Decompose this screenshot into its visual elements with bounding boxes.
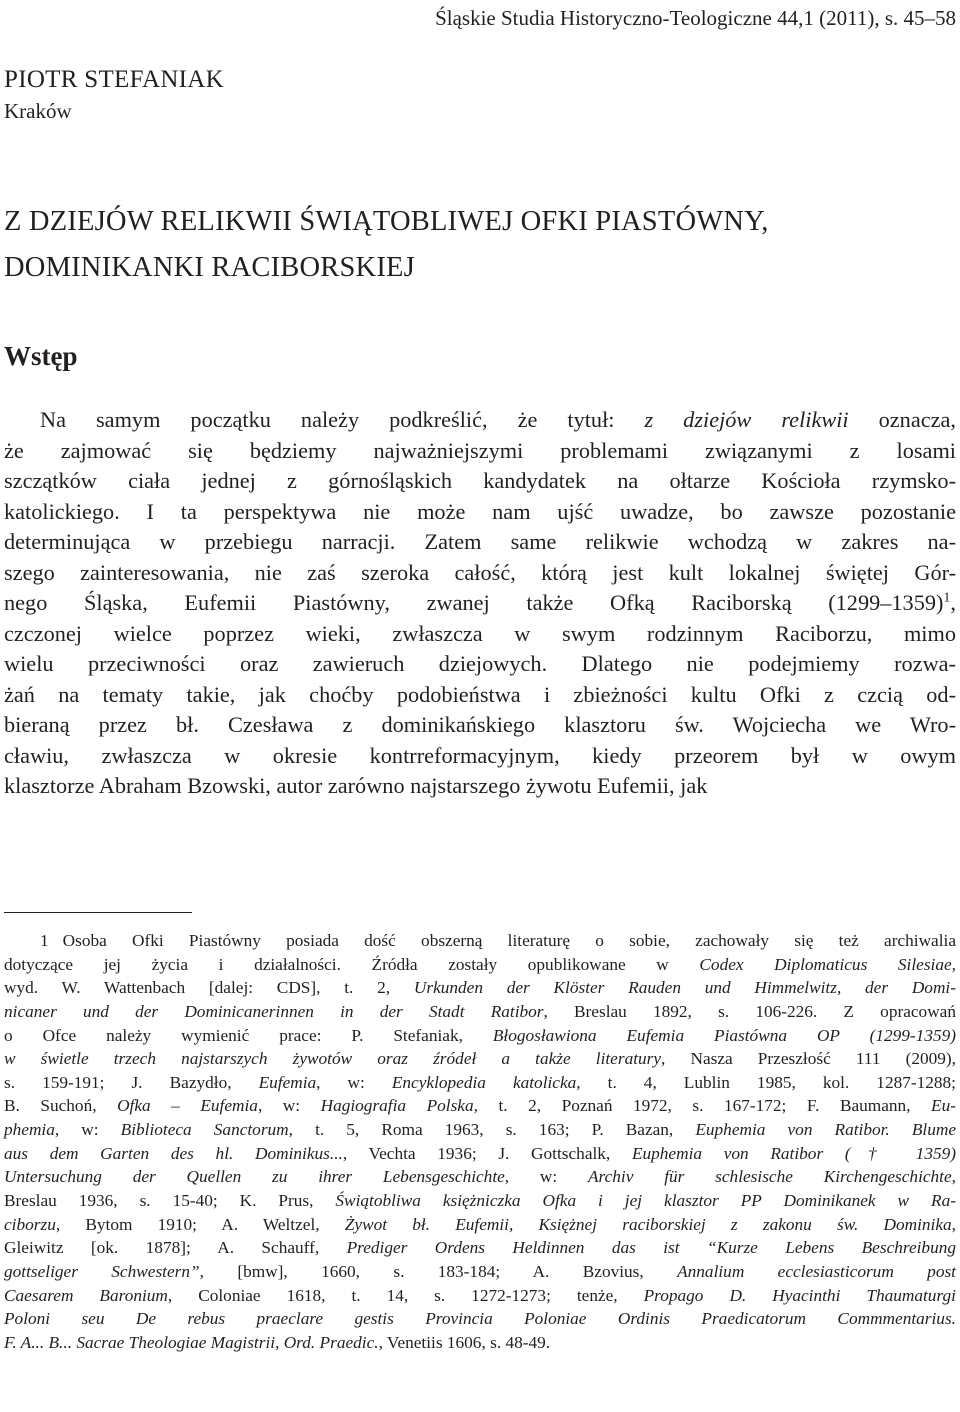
footnote-line <box>4 1000 956 1024</box>
body-text <box>4 405 956 802</box>
body-line <box>4 558 956 589</box>
text-run: klasztorze Abraham Bzowski, autor zarówno najstarszego żywotu Eufemii, jak <box>4 773 708 798</box>
italic-text: Błogosławiona Eufemia Piastówna OP (1299-1359) <box>492 1025 956 1045</box>
body-line <box>4 649 956 680</box>
footnote-line <box>4 1331 956 1355</box>
article-title <box>4 199 960 291</box>
body-line <box>4 405 956 436</box>
italic-text: Encyklopedia katolicka <box>391 1072 577 1092</box>
italic-text: Ofka – Eufemia <box>117 1096 258 1116</box>
italic-text: Prediger Ordens Heldinnen das ist “Kurze Lebens Beschreibung <box>346 1238 956 1258</box>
text-run: , t. 5, Roma 1963, s. 163; P. Bazan, <box>288 1120 696 1140</box>
section-heading: Wstęp <box>4 341 78 371</box>
text-run: katolickiego. I ta perspektywa nie może nam ujść uwadze, bo zawsze pozostanie <box>4 498 956 524</box>
italic-text: Archiv für schlesische Kirchengeschichte <box>587 1167 952 1187</box>
text-run: , <box>950 590 956 615</box>
italic-text: Biblioteca Sanctorum <box>120 1120 289 1140</box>
text-run: , w: <box>54 1120 121 1140</box>
footnote-line <box>4 1213 956 1237</box>
footnote-line <box>4 1307 956 1331</box>
text-run: s. 159-191; J. Bazydło, <box>4 1072 259 1092</box>
text-run: , w: <box>257 1096 321 1116</box>
text-run: cławiu, zwłaszcza w okresie kontrreformacyjnym, kiedy przeorem był w owym <box>4 742 956 768</box>
text-run: , Nasza Przeszłość 111 (2009), <box>661 1049 956 1069</box>
italic-text: Propago D. Hyacinthi Thaumaturgi <box>643 1285 956 1305</box>
italic-text: Żywot bł. Eufemii, Księżnej raciborskiej z zakonu św. Dominika <box>344 1214 952 1234</box>
footnote-line <box>4 1094 956 1118</box>
italic-text: gottseliger Schwestern” <box>4 1261 200 1281</box>
text-run: szczątków ciała jednej z górnośląskich kandydatek na ołtarze Kościoła rzymsko- <box>4 468 956 493</box>
text-run: , t. 2, Poznań 1972, s. 167-172; F. Baumann, <box>473 1096 932 1116</box>
footnote-separator <box>4 912 192 913</box>
italic-text: Urkunden der Klöster Rauden und Himmelwitz, der Domi- <box>413 978 956 998</box>
journal-citation: Śląskie Studia Historyczno-Teologiczne 44,1 (2011), s. 45–58 <box>435 6 956 30</box>
italic-text: Euphemia von Ratibor. Blume <box>695 1120 956 1140</box>
text-run: , t. 4, Lublin 1985, kol. 1287-1288; <box>576 1072 956 1092</box>
text-run: , Coloniae 1618, t. 14, s. 1272-1273; tenże, <box>167 1285 644 1305</box>
article-title-line: DOMINIKANKI RACIBORSKIEJ <box>4 252 415 283</box>
text-run: , Bytom 1910; A. Weltzel, <box>55 1214 345 1234</box>
footnote-line <box>4 1165 956 1189</box>
italic-text: z dziejów relikwii <box>644 407 849 432</box>
text-run: czczonej wielce poprzez wieki, zwłaszcza w swym rodzinnym Raciborzu, mimo <box>4 620 956 646</box>
italic-text: Euphemia von Ratibor († 1359) <box>631 1143 957 1163</box>
text-run: , w: <box>316 1072 392 1092</box>
body-line <box>4 436 956 467</box>
body-line <box>4 680 956 711</box>
footnote-line <box>4 1284 956 1308</box>
footnotes <box>4 929 956 1355</box>
text-run: nego Śląska, Eufemii Piastówny, zwanej także Ofką Raciborską (1299–1359) <box>4 590 944 615</box>
text-run: że zajmować się będziemy najważniejszymi problemami związanymi z losami <box>4 437 956 463</box>
article-title-line: Z DZIEJÓW RELIKWII ŚWIĄTOBLIWEJ OFKI PIASTÓWNY, <box>4 206 769 237</box>
text-run: Gleiwitz [ok. 1878]; A. Schauff, <box>4 1238 347 1258</box>
italic-text: Świątobliwa księżniczka Ofka i jej klasztor PP Dominikanek w Ra- <box>335 1191 956 1211</box>
text-run: , <box>951 1214 956 1234</box>
text-run: B. Suchoń, <box>4 1096 118 1116</box>
italic-text: F. A... B... Sacrae Theologiae Magistrii, Ord. Praedic. <box>4 1332 379 1352</box>
body-line <box>4 588 956 619</box>
text-run: , w: <box>504 1167 588 1187</box>
text-run: o Ofce należy wymienić prace: P. Stefaniak, <box>4 1025 493 1045</box>
text-run: Osoba Ofki Piastówny posiada dość obszerną literaturę o sobie, zachowały się też archiwalia <box>62 931 956 950</box>
text-run: , Vechta 1936; J. Gottschalk, <box>342 1143 632 1163</box>
italic-text: phemia <box>4 1120 55 1140</box>
footnote-line <box>4 1071 956 1095</box>
italic-text: Hagiografia Polska <box>320 1096 474 1116</box>
italic-text: aus dem Garten des hl. Dominikus... <box>4 1143 343 1163</box>
body-line <box>4 771 956 802</box>
author-affiliation: Kraków <box>4 99 72 123</box>
italic-text: Codex Diplomaticus Silesiae <box>699 954 952 974</box>
footnote-reference: 1 <box>943 590 951 606</box>
author-name: PIOTR STEFANIAK <box>4 66 225 93</box>
text-run: wielu przeciwności oraz zawieruch dziejowych. Dlatego nie podejmiemy rozwa- <box>4 651 956 676</box>
body-line <box>4 497 956 528</box>
text-run: , <box>951 1167 956 1187</box>
footnote-line <box>4 1118 956 1142</box>
text-run: żań na tematy takie, jak choćby podobieństwa i zbieżności kultu Ofki z czcią od- <box>4 681 956 707</box>
text-run: , <box>951 954 956 974</box>
footnote-line <box>4 953 956 977</box>
italic-text: ciborzu <box>4 1214 56 1234</box>
footnote-line <box>4 1047 956 1071</box>
text-run: Breslau 1936, s. 15-40; K. Prus, <box>4 1191 336 1211</box>
text-run: szego zainteresowania, nie zaś szeroka całość, którą jest kult lokalnej świętej Gór- <box>4 559 956 585</box>
italic-text: Caesarem Baronium <box>4 1285 168 1305</box>
italic-text: Eu- <box>931 1096 956 1116</box>
footnote-line <box>4 1142 956 1166</box>
text-run: determinująca w przebiegu narracji. Zatem same relikwie wchodzą w zakres na- <box>4 529 956 554</box>
text-run: bieraną przez bł. Czesława z dominikańskiego klasztoru św. Wojciecha we Wro- <box>4 712 956 737</box>
italic-text: w świetle trzech najstarszych żywotów oraz źródeł a także literatury <box>4 1049 662 1069</box>
footnote-line <box>4 929 956 953</box>
footnote-line <box>4 1024 956 1048</box>
italic-text: Annalium ecclesiasticorum post <box>677 1261 956 1281</box>
text-run: , [bmw], 1660, s. 183-184; A. Bzovius, <box>199 1261 678 1281</box>
footnote-number: 1 <box>40 931 49 950</box>
footnote-line <box>4 1236 956 1260</box>
text-run: , Venetiis 1606, s. 48-49. <box>378 1332 551 1352</box>
text-run: oznacza, <box>848 407 956 432</box>
italic-text: Poloni seu De rebus praeclare gestis Provincia Poloniae Ordinis Praedicatorum Commmentarius. <box>4 1309 956 1329</box>
text-run: , Breslau 1892, s. 106-226. Z opracowań <box>543 1001 956 1021</box>
body-line <box>4 619 956 650</box>
text-run: wyd. W. Wattenbach [dalej: CDS], t. 2, <box>4 978 414 998</box>
body-line <box>4 710 956 741</box>
body-line <box>4 466 956 497</box>
body-line <box>4 741 956 772</box>
text-run: Na samym początku należy podkreślić, że tytuł: <box>40 407 645 432</box>
footnote-line <box>4 1189 956 1213</box>
footnote-line <box>4 976 956 1000</box>
body-line <box>4 527 956 558</box>
footnote-line <box>4 1260 956 1284</box>
italic-text: Untersuchung der Quellen zu ihrer Lebensgeschichte <box>4 1167 505 1187</box>
italic-text: nicaner und der Dominicanerinnen in der Stadt Ratibor <box>4 1001 544 1021</box>
text-run: dotyczące jej życia i działalności. Źródła zostały opublikowane w <box>4 954 700 974</box>
italic-text: Eufemia <box>258 1072 317 1092</box>
